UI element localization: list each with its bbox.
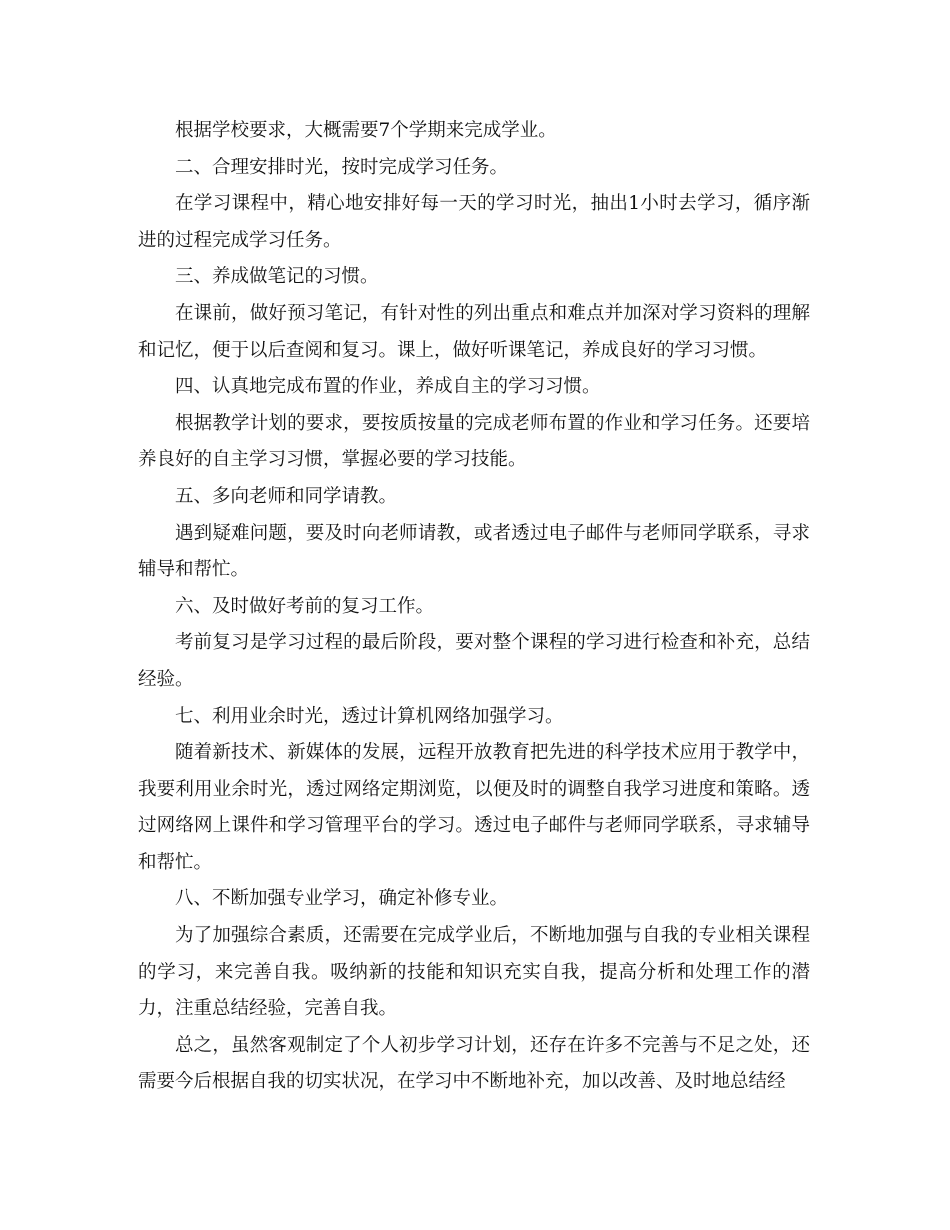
paragraph-section-5: 遇到疑难问题，要及时向老师请教，或者透过电子邮件与老师同学联系，寻求辅导和帮忙。 <box>138 522 810 581</box>
heading-section-4: 四、认真地完成布置的作业，养成自主的学习习惯。 <box>175 376 601 398</box>
paragraph-conclusion: 总之，虽然客观制定了个人初步学习计划，还存在许多不完善与不足之处，还需要今后根据自我的切实状况，在学习中不断地补充，加以改善、及时地总结经 <box>138 1034 810 1093</box>
document-body <box>138 113 810 1101</box>
paragraph-section-4: 根据教学计划的要求，要按质按量的完成老师布置的作业和学习任务。还要培养良好的自主学习习惯，掌握必要的学习技能。 <box>138 412 810 471</box>
paragraph-section-7: 随着新技术、新媒体的发展，远程开放教育把先进的科学技术应用于教学中，我要利用业余时光，透过网络定期浏览，以便及时的调整自我学习进度和策略。透过网络网上课件和学习管理平台的学习。透过电子邮件与老师同学联系，寻求辅导和帮忙。 <box>138 742 810 873</box>
heading-section-7: 七、利用业余时光，透过计算机网络加强学习。 <box>175 705 564 727</box>
paragraph-section-6: 考前复习是学习过程的最后阶段，要对整个课程的学习进行检查和补充，总结经验。 <box>138 632 810 690</box>
heading-section-8: 八、不断加强专业学习，确定补修专业。 <box>175 888 509 910</box>
paragraph-section-3: 在课前，做好预习笔记，有针对性的列出重点和难点并加深对学习资料的理解和记忆，便于以后查阅和复习。课上，做好听课笔记，养成良好的学习习惯。 <box>138 302 810 361</box>
heading-section-5: 五、多向老师和同学请教。 <box>175 485 398 507</box>
paragraph-section-2: 在学习课程中，精心地安排好每一天的学习时光，抽出1小时去学习，循序渐进的过程完成学习任务。 <box>138 193 810 251</box>
heading-section-6: 六、及时做好考前的复习工作。 <box>175 595 435 617</box>
paragraph-requirement: 根据学校要求，大概需要7个学期来完成学业。 <box>175 120 557 141</box>
paragraph-section-8: 为了加强综合素质，还需要在完成学业后，不断地加强与自我的专业相关课程的学习，来完善自我。吸纳新的技能和知识充实自我，提高分析和处理工作的潜力，注重总结经验，完善自我。 <box>138 925 810 1020</box>
heading-section-2: 二、合理安排时光，按时完成学习任务。 <box>175 156 509 178</box>
heading-section-3: 三、养成做笔记的习惯。 <box>175 266 379 288</box>
